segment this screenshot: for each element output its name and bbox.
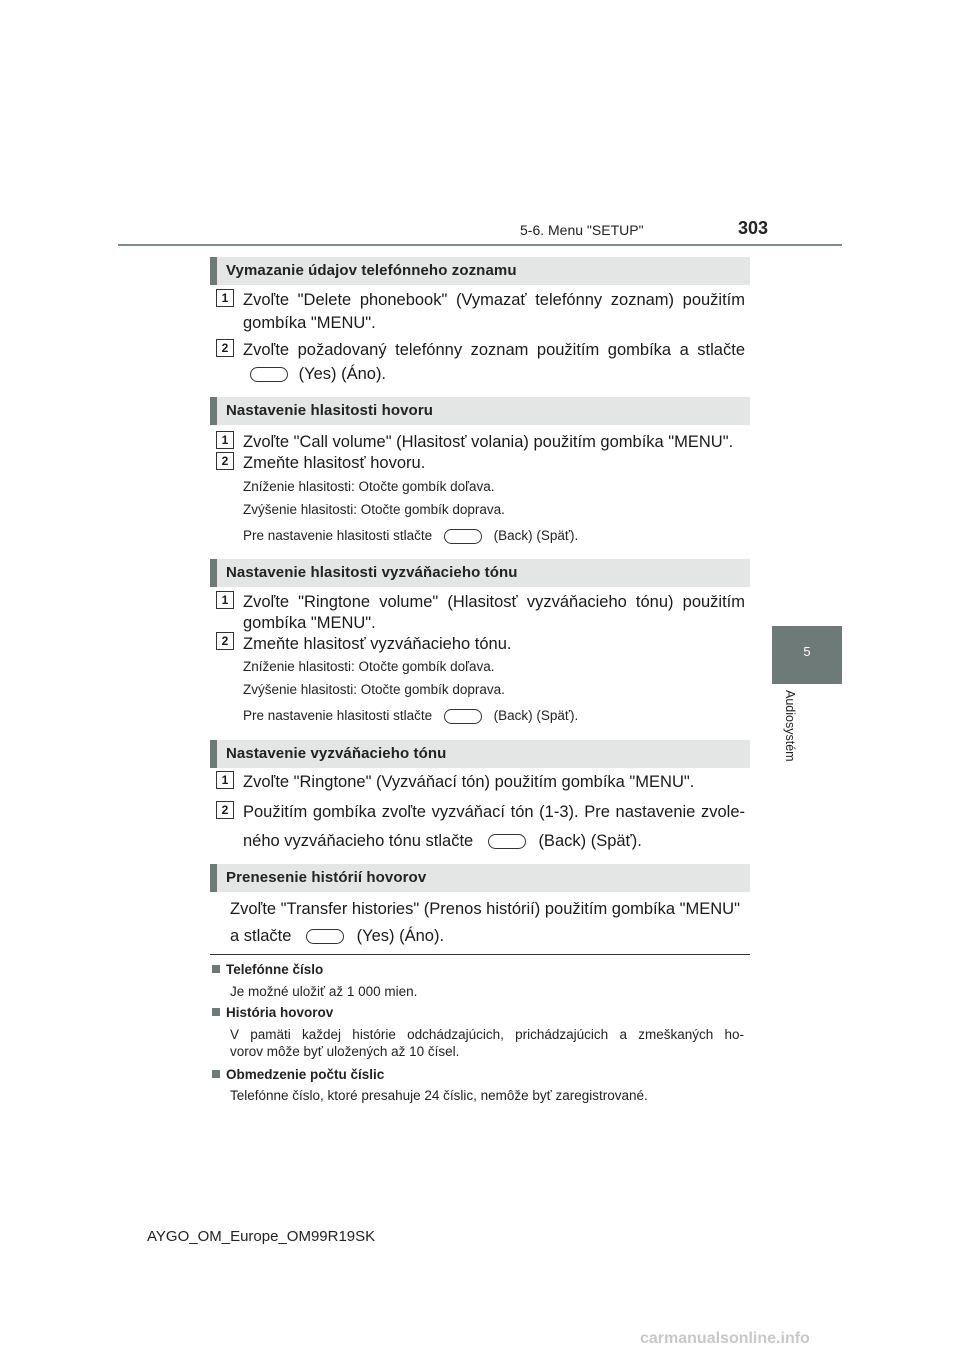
chapter-label xyxy=(783,690,799,790)
note-text: Zníženie hlasitosti: Otočte gombík doľava. xyxy=(243,479,495,494)
note-text: Zníženie hlasitosti: Otočte gombík doľava. xyxy=(243,659,495,674)
step-number: 2 xyxy=(216,339,234,357)
step-text: Zvoľte "Call volume" (Hlasitosť volania) použitím gombíka "MENU". xyxy=(243,433,734,451)
step-number: 2 xyxy=(216,452,234,470)
note-body: Je možné uložiť až 1 000 mien. xyxy=(230,984,418,999)
header-divider xyxy=(118,244,842,246)
step-number: 2 xyxy=(216,801,234,819)
step-text: Zvoľte "Ringtone" (Vyzváňací tón) použitím gombíka "MENU". xyxy=(243,773,695,791)
step-text: gombíka "MENU". xyxy=(243,314,376,332)
section-title-text: Nastavenie hlasitosti hovoru xyxy=(226,402,434,419)
step-number: 2 xyxy=(216,632,234,650)
note-heading xyxy=(212,1067,384,1082)
note-text: (Back) (Späť). xyxy=(493,708,579,723)
step-text: Použitím gombíka zvoľte vyzváňací tón (1-3). Pre nastavenie zvole- xyxy=(243,803,745,821)
section-text: a stlačte xyxy=(230,927,292,945)
chapter-number: 5 xyxy=(803,644,811,659)
section-title: 5-6. Menu "SETUP" xyxy=(520,222,644,238)
step-text-line xyxy=(243,829,642,853)
note-heading-text: Obmedzenie počtu číslic xyxy=(226,1067,385,1082)
step-number: 1 xyxy=(216,591,234,609)
section-header-ringtone xyxy=(210,740,750,768)
square-bullet-icon xyxy=(212,1070,220,1078)
step-text: gombíka "MENU". xyxy=(243,614,376,632)
note-text-line xyxy=(243,708,578,724)
step-text: (Back) (Späť). xyxy=(538,832,642,850)
square-bullet-icon xyxy=(212,1008,220,1016)
note-body: Telefónne číslo, ktoré presahuje 24 číslic, nemôže byť zaregistrované. xyxy=(230,1088,648,1103)
note-text: Zvýšenie hlasitosti: Otočte gombík doprava. xyxy=(243,682,505,697)
step-text: Zmeňte hlasitosť vyzváňacieho tónu. xyxy=(243,635,512,653)
step-text-line xyxy=(250,362,386,386)
yes-button-icon xyxy=(306,929,344,944)
note-body: vorov môže byť uložených až 10 čísel. xyxy=(230,1044,460,1059)
back-button-icon xyxy=(488,834,526,849)
page-number: 303 xyxy=(738,218,769,238)
watermark: carmanualsonline.info xyxy=(640,1330,810,1347)
step-number: 1 xyxy=(216,771,234,789)
square-bullet-icon xyxy=(212,965,220,973)
step-number: 1 xyxy=(216,289,234,307)
note-text-line xyxy=(243,528,578,544)
section-title-text: Vymazanie údajov telefónneho zoznamu xyxy=(226,262,517,279)
note-heading xyxy=(212,1005,333,1020)
section-title-text: Prenesenie histórií hovorov xyxy=(226,869,427,886)
chapter-label-text: Audiosystém xyxy=(783,690,797,762)
step-text: Zvoľte "Delete phonebook" (Vymazať telefónny zoznam) použitím xyxy=(243,291,745,309)
chapter-tab xyxy=(772,626,842,684)
note-heading-text: História hovorov xyxy=(226,1005,334,1020)
step-number: 1 xyxy=(216,431,234,449)
step-text: (Yes) (Áno). xyxy=(298,365,387,383)
note-text: (Back) (Späť). xyxy=(493,528,579,543)
back-button-icon xyxy=(444,709,482,724)
note-heading-text: Telefónne číslo xyxy=(226,962,324,977)
back-button-icon xyxy=(444,529,482,544)
step-text: ného vyzváňacieho tónu stlačte xyxy=(243,832,474,850)
section-title-text: Nastavenie vyzváňacieho tónu xyxy=(226,745,447,762)
section-title-text: Nastavenie hlasitosti vyzváňacieho tónu xyxy=(226,564,518,581)
note-body: V pamäti každej histórie odchádzajúcich, prichádzajúcich a zmeškaných ho- xyxy=(230,1027,744,1042)
note-text: Zvýšenie hlasitosti: Otočte gombík doprava. xyxy=(243,502,505,517)
note-text: Pre nastavenie hlasitosti stlačte xyxy=(243,528,433,543)
section-text: Zvoľte "Transfer histories" (Prenos histórií) použitím gombíka "MENU" xyxy=(230,900,740,918)
section-text-line xyxy=(230,924,444,948)
footer-document-id: AYGO_OM_Europe_OM99R19SK xyxy=(147,1228,376,1245)
note-heading xyxy=(212,962,323,977)
section-header-phonebook xyxy=(210,257,750,285)
step-text: Zvoľte "Ringtone volume" (Hlasitosť vyzváňacieho tónu) použitím xyxy=(243,593,745,611)
yes-button-icon xyxy=(250,367,288,382)
note-text: Pre nastavenie hlasitosti stlačte xyxy=(243,708,433,723)
section-header-call-volume xyxy=(210,397,750,425)
section-text: (Yes) (Áno). xyxy=(356,927,445,945)
section-header-transfer-histories xyxy=(210,864,750,892)
step-text: Zvoľte požadovaný telefónny zoznam použitím gombíka a stlačte xyxy=(243,341,745,359)
step-text: Zmeňte hlasitosť hovoru. xyxy=(243,454,426,472)
section-header-ringtone-volume xyxy=(210,559,750,587)
notes-divider xyxy=(210,954,750,955)
